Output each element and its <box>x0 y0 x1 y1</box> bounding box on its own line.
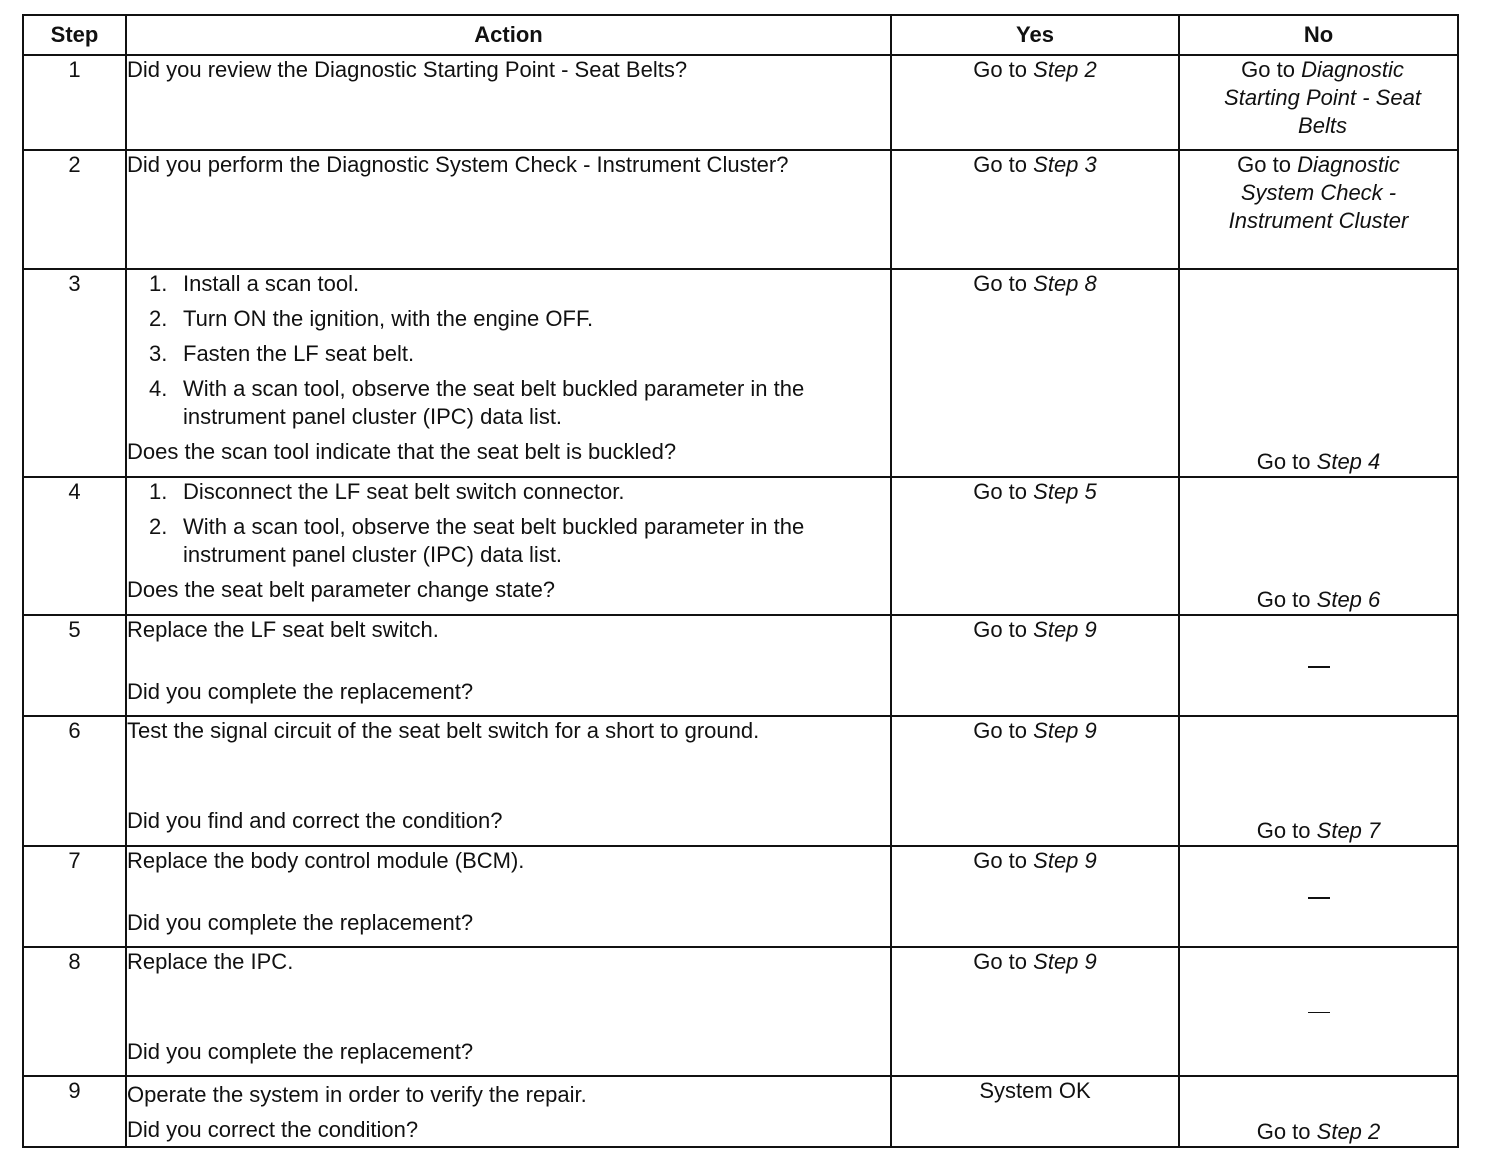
table-row-step-1 <box>23 55 1458 150</box>
no-cell <box>1179 716 1458 846</box>
step-number: 9 <box>23 1076 126 1147</box>
step-number: 8 <box>23 947 126 1076</box>
action-statement: Test the signal circuit of the seat belt switch for a short to ground. <box>127 718 760 743</box>
no-prefix: Go to <box>1237 152 1291 177</box>
list-item: 1. Disconnect the LF seat belt switch connector. <box>149 479 625 504</box>
yes-prefix: Go to <box>973 848 1028 873</box>
action-question: Did you find and correct the condition? <box>127 808 503 833</box>
action-cell <box>126 716 891 846</box>
table-row-step-9 <box>23 1076 1458 1147</box>
table-row-step-4 <box>23 477 1458 615</box>
no-target-link[interactable]: Step 4 <box>1316 449 1381 474</box>
step-number: 2 <box>23 150 126 269</box>
yes-system-ok: System OK <box>979 1078 1091 1103</box>
list-item: 4. With a scan tool, observe the seat belt buckled parameter in the instrument panel cluster (IPC) data list. <box>149 376 805 429</box>
action-statement: Operate the system in order to verify the repair. <box>127 1082 587 1107</box>
no-cell <box>1179 150 1458 269</box>
header-yes: Yes <box>891 15 1179 55</box>
no-cell <box>1179 1076 1458 1147</box>
yes-cell <box>891 150 1179 269</box>
no-target-link[interactable]: Diagnostic Starting Point - Seat Belts <box>1224 57 1421 138</box>
not-applicable-dash <box>1308 897 1330 899</box>
list-item: 2. With a scan tool, observe the seat belt buckled parameter in the instrument panel cluster (IPC) data list. <box>149 514 805 567</box>
not-applicable-dash <box>1308 666 1330 668</box>
header-step: Step <box>23 15 126 55</box>
yes-prefix: Go to <box>973 718 1028 743</box>
yes-cell <box>891 1076 1179 1147</box>
action-question: Did you correct the condition? <box>127 1117 419 1142</box>
action-question: Does the seat belt parameter change state? <box>127 577 556 602</box>
action-cell <box>126 846 891 947</box>
no-cell <box>1179 947 1458 1076</box>
no-cell <box>1179 846 1458 947</box>
yes-cell <box>891 55 1179 150</box>
action-question: Does the scan tool indicate that the seat belt is buckled? <box>127 439 677 464</box>
list-item: 1. Install a scan tool. <box>149 271 360 296</box>
table-row-step-3 <box>23 269 1458 477</box>
table-row-step-5 <box>23 615 1458 716</box>
yes-cell <box>891 615 1179 716</box>
yes-target-link[interactable]: Step 9 <box>1033 949 1097 974</box>
action-question: Did you complete the replacement? <box>127 679 474 704</box>
yes-prefix: Go to <box>973 617 1028 642</box>
no-target-link[interactable]: Step 2 <box>1316 1119 1381 1144</box>
yes-prefix: Go to <box>973 152 1028 177</box>
no-cell <box>1179 269 1458 477</box>
action-cell <box>126 150 891 269</box>
yes-cell <box>891 947 1179 1076</box>
action-statement: Replace the body control module (BCM). <box>127 848 525 873</box>
no-cell <box>1179 55 1458 150</box>
list-item: 2. Turn ON the ignition, with the engine OFF. <box>149 306 594 331</box>
action-cell <box>126 477 891 615</box>
no-target-link[interactable]: Step 6 <box>1316 587 1381 612</box>
yes-cell <box>891 477 1179 615</box>
step-number: 1 <box>23 55 126 150</box>
action-cell <box>126 947 891 1076</box>
table-row-step-6 <box>23 716 1458 846</box>
action-question: Did you perform the Diagnostic System Check - Instrument Cluster? <box>127 152 789 177</box>
step-number: 6 <box>23 716 126 846</box>
yes-prefix: Go to <box>973 271 1028 296</box>
yes-cell <box>891 269 1179 477</box>
step-number: 3 <box>23 269 126 477</box>
list-item: 3. Fasten the LF seat belt. <box>149 341 415 366</box>
yes-target-link[interactable]: Step 9 <box>1033 718 1097 743</box>
header-action: Action <box>126 15 891 55</box>
no-prefix: Go to <box>1256 587 1311 612</box>
table-row-step-8 <box>23 947 1458 1076</box>
table-row-step-2 <box>23 150 1458 269</box>
action-cell <box>126 269 891 477</box>
no-target-link[interactable]: Step 7 <box>1316 818 1381 843</box>
table-row-step-7 <box>23 846 1458 947</box>
no-target-link[interactable]: Diagnostic System Check - Instrument Cluster <box>1228 152 1409 233</box>
yes-prefix: Go to <box>973 949 1028 974</box>
step-number: 4 <box>23 477 126 615</box>
action-question: Did you complete the replacement? <box>127 1039 474 1064</box>
instruction-list <box>127 478 890 569</box>
yes-target-link[interactable]: Step 9 <box>1033 617 1097 642</box>
step-number: 7 <box>23 846 126 947</box>
yes-target-link[interactable]: Step 9 <box>1033 848 1097 873</box>
no-cell <box>1179 615 1458 716</box>
action-question: Did you complete the replacement? <box>127 910 474 935</box>
action-statement: Replace the IPC. <box>127 949 294 974</box>
yes-target-link[interactable]: Step 8 <box>1033 271 1097 296</box>
yes-cell <box>891 716 1179 846</box>
no-prefix: Go to <box>1256 1119 1311 1144</box>
yes-prefix: Go to <box>973 479 1028 504</box>
yes-target-link[interactable]: Step 2 <box>1033 57 1097 82</box>
action-statement: Replace the LF seat belt switch. <box>127 617 439 642</box>
no-cell <box>1179 477 1458 615</box>
action-question: Did you review the Diagnostic Starting Point - Seat Belts? <box>127 57 688 82</box>
yes-target-link[interactable]: Step 5 <box>1033 479 1097 504</box>
no-prefix: Go to <box>1241 57 1295 82</box>
yes-target-link[interactable]: Step 3 <box>1033 152 1097 177</box>
diagnostic-table <box>22 14 1459 1148</box>
not-applicable-dash <box>1308 1012 1330 1013</box>
yes-cell <box>891 846 1179 947</box>
action-cell <box>126 615 891 716</box>
step-number: 5 <box>23 615 126 716</box>
no-prefix: Go to <box>1256 449 1311 474</box>
header-row <box>23 15 1458 55</box>
header-no: No <box>1179 15 1458 55</box>
instruction-list <box>127 270 890 431</box>
action-cell <box>126 1076 891 1147</box>
yes-prefix: Go to <box>973 57 1028 82</box>
no-prefix: Go to <box>1256 818 1311 843</box>
action-cell <box>126 55 891 150</box>
